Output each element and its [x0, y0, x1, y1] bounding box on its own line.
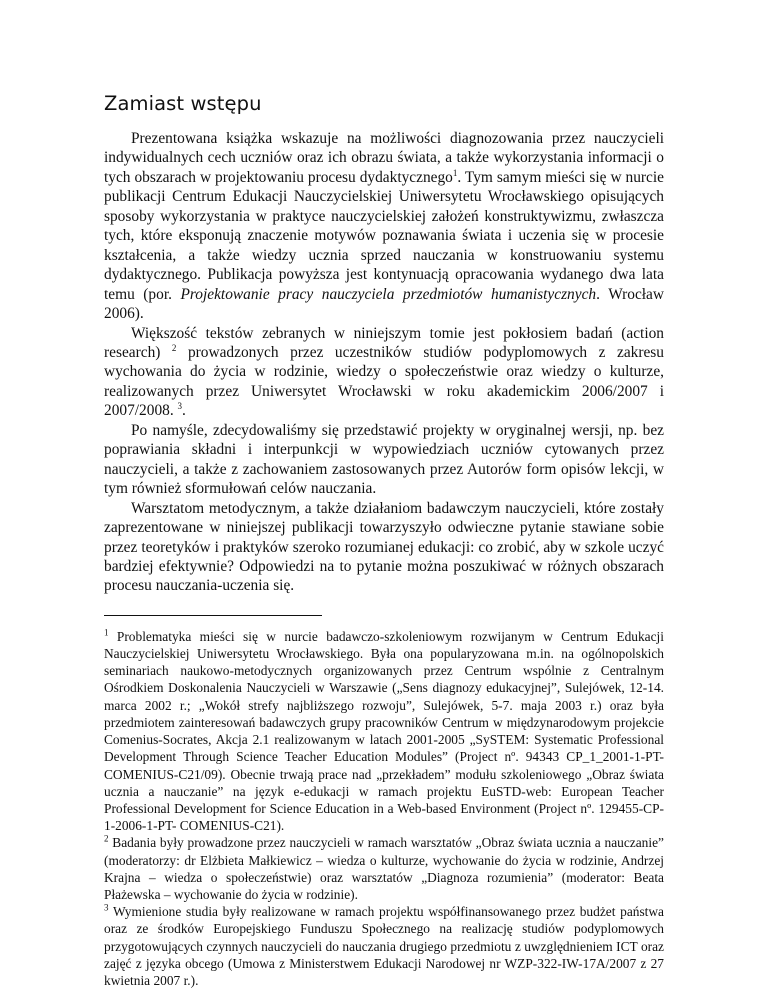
paragraph-1-text-c: . Wrocław 2006). [104, 285, 665, 323]
footnote-1 [104, 628, 664, 834]
footnote-number: 1 [104, 627, 109, 638]
paragraph-3: Po namyśle, zdecydowaliśmy się przedstawić projekty w oryginalnej wersji, np. bez poprawiania składni i interpunkcji w wypowiedziach uczniów cytowanych przez nauczycieli, a także z zachowaniem zastosowanych przez Autorów form opisów lekcji, w tym również sformułowań celów nauczania. [104, 421, 664, 498]
footnotes [104, 628, 664, 989]
body-text [104, 129, 664, 596]
footnote-ref-1[interactable]: 1 [452, 167, 458, 178]
footnote-text: Wymienione studia były realizowane w ramach projektu współfinansowanego przez budżet państwa oraz ze środków Europejskiego Funduszu Społecznego na realizację studiów podyplomowych przygotowujących czynnych nauczycieli do nauczania drugiego przedmiotu z uwzględnieniem ICT oraz zajęć z języka obcego (Umowa z Ministerstwem Edukacji Narodowej nr WZP-322-IW-17A/2007 z 27 kwietnia 2007 r.). [104, 904, 664, 988]
footnote-text: Problematyka mieści się w nurcie badawczo-szkoleniowym rozwijanym w Centrum Edukacji Nauczycielskiej Uniwersytetu Wrocławskiego. Była ona popularyzowana m.in. na ogólnopolskich seminariach naukowo-metodycznych organizowanych przez Centrum wspólnie z Centralnym Ośrodkiem Doskonalenia Nauczycieli w Warszawie („Sens diagnozy edukacyjnej”, Sulejówek, 12-14. marca 2002 r.; „Wokół strefy najbliższego rozwoju”, Sulejówek, 5-7. maja 2003 r.) oraz była przedmiotem zainteresowań badawczych grupy pracowników Centrum w międzynarodowym projekcie Comenius-Socrates, Akcja 2.1 realizowanym w latach 2001-2005 „SySTEM: Systematic Professional Development Through Science Teacher Education Modules” (Project nº. 94343 CP_1_2001-1-PT-COMENIUS-C21/09). Obecnie trwają prace nad „przekładem” modułu szkoleniowego „Obraz świata ucznia a nauczanie” na język e-edukacji w ramach projektu EuSTD-web: European Teacher Professional Development for Science Education in a Web-based Environment (Project nº. 129455-CP-1-2006-1-PT- COMENIUS-C21). [104, 628, 664, 834]
paragraph-2-text-c: . [182, 402, 186, 420]
footnote-ref-2[interactable]: 2 [171, 342, 177, 353]
footnote-text: Badania były prowadzone przez nauczycieli w ramach warsztatów „Obraz świata ucznia a nauczanie” (moderatorzy: dr Elżbieta Małkiewicz – wiedza o kulturze, wychowanie do życia w rodzinie, Andrzej Krajna – wiedza o społeczeństwie) oraz warsztatów „Diagnoza rozumienia” (moderator: Beata Płażewska – wychowanie do życia w rodzinie). [104, 835, 664, 902]
cited-book-title: Projektowanie pracy nauczyciela przedmiotów humanistycznych [180, 285, 597, 303]
paragraph-2 [104, 324, 664, 421]
footnote-number: 2 [104, 833, 109, 844]
paragraph-1-text-b: . Tym samym mieści się w nurcie publikacji Centrum Edukacji Nauczycielskiej Uniwersytetu Wrocławskiego opisujących sposoby wykorzystania w praktyce nauczycielskiej założeń konstruktywizmu, zwłaszcza tych, które eksponują znaczenie motywów poznawania świata i uczenia się w procesie kształcenia, a także wiedzy ucznia sprzed nauczania w konstruowaniu systemu dydaktycznego. Publikacja powyższa jest kontynuacją opracowania wydanego dwa lata temu (por. [104, 168, 664, 303]
paragraph-2-text-b: prowadzonych przez uczestników studiów podyplomowych z zakresu wychowania do życia w rodzinie, wiedzy o społeczeństwie oraz wiedzy o kulturze, realizowanych przez Uniwersytet Wrocławski w roku akademickim 2006/2007 i 2007/2008. [104, 343, 664, 420]
document-page [104, 92, 664, 989]
paragraph-1 [104, 129, 664, 324]
footnote-2 [104, 834, 664, 903]
paragraph-2-text-a: Większość tekstów zebranych w niniejszym tomie jest pokłosiem badań (action research) [104, 324, 664, 361]
section-heading: Zamiast wstępu [104, 92, 262, 115]
paragraph-1-text-a: Prezentowana książka wskazuje na możliwości diagnozowania przez nauczycieli indywidualnych cech uczniów oraz ich obrazu świata, a także wykorzystania informacji o tych obszarach w projektowaniu procesu dydaktycznego [104, 130, 664, 186]
paragraph-4: Warsztatom metodycznym, a także działaniom badawczym nauczycieli, które zostały zaprezentowane w niniejszej publikacji towarzyszyło odwieczne pytanie stawiane sobie przez teoretyków i praktyków szeroko rozumianej edukacji: co zrobić, aby w szkole uczyć bardziej efektywnie? Odpowiedzi na to pytanie można poszukiwać w różnych obszarach procesu nauczania-uczenia się. [104, 499, 664, 595]
footnote-3 [104, 903, 664, 989]
footnote-number: 3 [104, 902, 109, 913]
footnote-separator [104, 615, 322, 616]
footnote-ref-3[interactable]: 3 [177, 401, 183, 412]
